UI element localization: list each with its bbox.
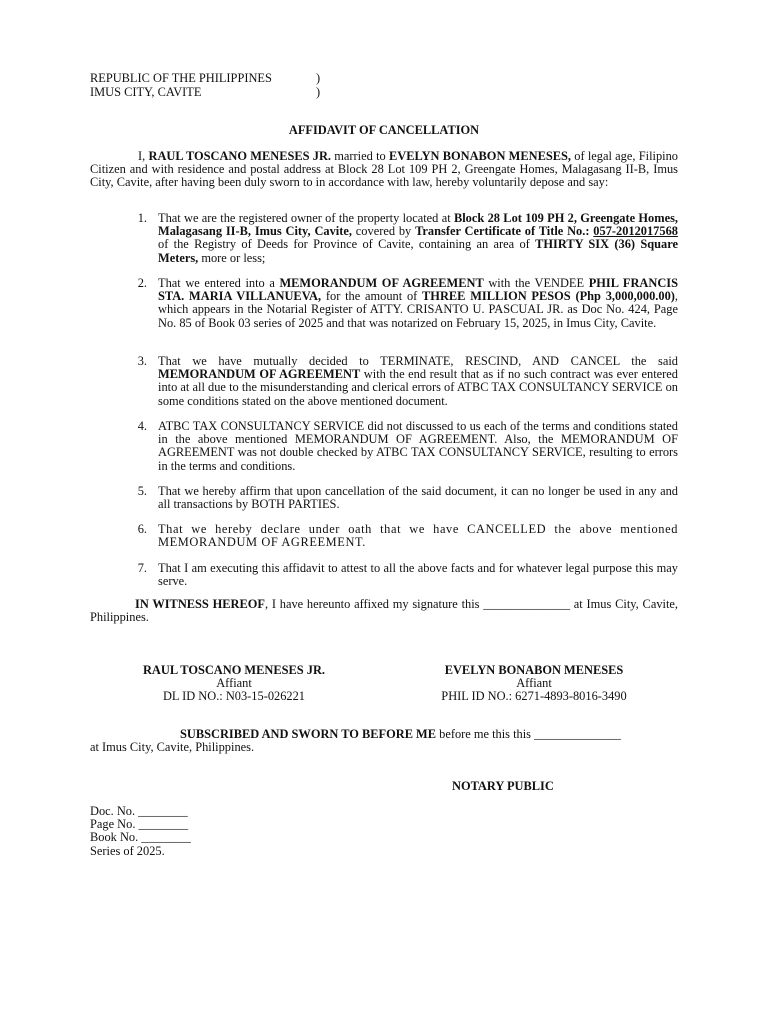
venue-paren-1: ) — [316, 71, 321, 85]
signatory-id: PHIL ID NO.: 6271-4893-8016-3490 — [441, 689, 627, 704]
item-text: for the amount of — [321, 289, 423, 304]
venue-block — [90, 72, 350, 99]
item-text: That we have mutually decided to TERMINATE, RESCIND, AND CANCEL the said — [158, 354, 678, 368]
intro-text: I, — [138, 149, 149, 163]
signatory-name: EVELYN BONABON MENESES — [444, 663, 624, 677]
amount: THREE MILLION PESOS (Php 3,000,000.00) — [422, 289, 675, 304]
item-number: 7. — [137, 561, 147, 575]
signatory-id: DL ID NO.: N03-15-026221 — [162, 689, 305, 704]
witness-text: , I have hereunto affixed my signature this ______________ at Imus City, Cavite, Philippines. — [90, 597, 678, 625]
item-text: That I am executing this affidavit to attest to all the above facts and for whatever legal purpose this may serve. — [158, 561, 678, 589]
intro-paragraph — [90, 150, 678, 190]
jurat-heading: SUBSCRIBED AND SWORN TO BEFORE ME — [180, 727, 437, 741]
item-text: That we are the registered owner of the property located at — [158, 211, 454, 225]
signatory-1 — [104, 664, 364, 704]
list-item-1 — [133, 212, 678, 265]
venue-line-1: REPUBLIC OF THE PHILIPPINES — [90, 71, 272, 85]
tct-number: 057-2012017568 — [593, 224, 678, 239]
list-item-3 — [133, 355, 678, 408]
notarial-register — [90, 805, 250, 858]
item-text: of the Registry of Deeds for Province of Cavite, containing an area of — [158, 237, 536, 252]
item-number: 1. — [137, 211, 147, 225]
venue-line-2: IMUS CITY, CAVITE — [90, 84, 202, 99]
list-item-6 — [133, 523, 678, 549]
item-text: more or less; — [198, 250, 266, 265]
jurat-text: before me this this ______________ — [436, 727, 621, 741]
signatory-role: Affiant — [516, 676, 552, 691]
item-text: That we hereby declare under oath that we have CANCELLED the above mentioned MEMORANDUM OF AGREEMENT. — [158, 522, 678, 550]
affiant-1-name: RAUL TOSCANO MENESES JR. — [148, 149, 332, 163]
list-item-4 — [133, 420, 678, 473]
moa-title: MEMORANDUM OF AGREEMENT — [279, 276, 484, 290]
item-text: ATBC TAX CONSULTANCY SERVICE did not discussed to us each of the terms and conditions stated in the above mentioned MEMORANDUM OF AGREEMENT. Also, the MEMORANDUM OF AGREEMENT was not double checked by ATBC TAX CONSULTANCY SERVICE, resulting to errors in the terms and conditions. — [158, 419, 678, 473]
item-text: That we hereby affirm that upon cancellation of the said document, it can no longer be used in any and all transactions by BOTH PARTIES. — [158, 484, 678, 512]
item-number: 3. — [137, 354, 147, 368]
item-text: covered by — [351, 224, 416, 239]
list-item-7 — [133, 562, 678, 588]
jurat-paragraph — [90, 728, 678, 754]
page-no: Page No. ________ — [90, 817, 189, 832]
vendee-name: PHIL FRANCIS STA. MARIA VILLANUEVA, — [158, 276, 678, 304]
property-location: Block 28 Lot 109 PH 2, Greengate Homes, Malagasang II-B, Imus City, Cavite, — [158, 211, 678, 239]
series: Series of 2025. — [90, 843, 165, 858]
notary-public-label: NOTARY PUBLIC — [452, 779, 554, 793]
intro-text: married to — [331, 149, 389, 163]
signatory-role: Affiant — [216, 676, 252, 691]
tct-label: Transfer Certificate of Title No.: — [415, 224, 594, 239]
witness-heading: IN WITNESS HEREOF — [135, 597, 265, 611]
item-number: 2. — [137, 276, 147, 290]
item-text: with the end result that as if no such contract was ever entered into at all due to the misunderstanding and clerical errors of ATBC TAX CONSULTANCY SERVICE on some conditions stated on the above mentioned document. — [158, 367, 678, 408]
item-text: , which appears in the Notarial Register of ATTY. CRISANTO U. PASCUAL JR. as Doc No. 424, Page No. 85 of Book 03 series of 2025 and that was notarized on February 15, 2025, in Imus City, Cavite. — [158, 289, 678, 330]
item-number: 5. — [137, 484, 147, 498]
signatory-2 — [404, 664, 664, 704]
book-no: Book No. ________ — [90, 830, 191, 845]
list-item-2 — [133, 277, 678, 330]
venue-paren-2: ) — [316, 84, 321, 99]
item-number: 4. — [137, 419, 147, 433]
intro-text: of legal age, Filipino Citizen and with residence and postal address at Block 28 Lot 109 PH 2, Greengate Homes, Malagasang II-B, Imus City, Cavite, after having been duly sworn to in accordance with law, hereby voluntarily depose and say: — [90, 149, 678, 190]
witness-paragraph — [90, 598, 678, 624]
affiant-2-name: EVELYN BONABON MENESES, — [388, 149, 571, 163]
list-item-5 — [133, 485, 678, 511]
document-title: AFFIDAVIT OF CANCELLATION — [288, 123, 480, 137]
item-text: with the VENDEE — [483, 276, 589, 290]
property-area: THIRTY SIX (36) Square Meters, — [158, 237, 679, 265]
signatory-name: RAUL TOSCANO MENESES JR. — [142, 663, 325, 677]
doc-no: Doc. No. ________ — [90, 804, 188, 818]
item-number: 6. — [137, 522, 147, 536]
jurat-text: at Imus City, Cavite, Philippines. — [90, 740, 255, 755]
item-text: That we entered into a — [158, 276, 280, 290]
moa-title: MEMORANDUM OF AGREEMENT — [158, 367, 361, 382]
